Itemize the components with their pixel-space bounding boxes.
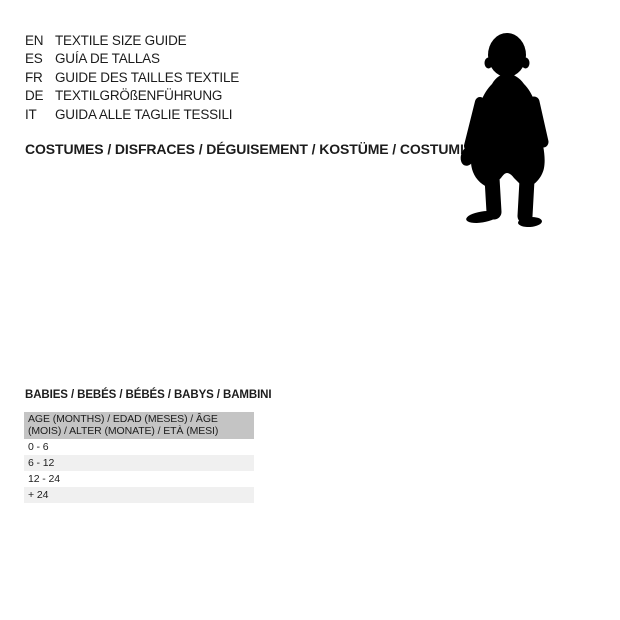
language-label: GUÍA DE TALLAS bbox=[55, 51, 160, 67]
language-label: GUIDE DES TAILLES TEXTILE bbox=[55, 69, 240, 85]
language-row-en bbox=[25, 31, 239, 50]
language-row-es bbox=[25, 50, 239, 69]
toddler-silhouette-icon bbox=[455, 26, 559, 228]
age-row: 12 - 24 bbox=[28, 472, 60, 485]
language-code: IT bbox=[25, 106, 37, 122]
category-line: COSTUMES / DISFRACES / DÉGUISEMENT / KOSTÜME / COSTUMI bbox=[25, 141, 464, 157]
language-label: GUIDA ALLE TAGLIE TESSILI bbox=[55, 106, 233, 122]
language-label: TEXTILGRÖßENFÜHRUNG bbox=[55, 88, 223, 104]
language-row-de bbox=[25, 87, 239, 106]
age-row: 0 - 6 bbox=[28, 440, 49, 453]
babies-section-title: BABIES / BEBÉS / BÉBÉS / BABYS / BAMBINI bbox=[25, 389, 272, 401]
language-label: TEXTILE SIZE GUIDE bbox=[55, 32, 187, 48]
language-code: ES bbox=[25, 51, 43, 67]
language-row-it bbox=[25, 105, 239, 124]
language-row-fr bbox=[25, 68, 239, 87]
language-code: EN bbox=[25, 32, 44, 48]
age-row: + 24 bbox=[24, 487, 254, 503]
language-code: DE bbox=[25, 88, 44, 104]
age-row: 6 - 12 bbox=[24, 455, 254, 471]
language-code: FR bbox=[25, 69, 43, 85]
language-list bbox=[25, 31, 239, 124]
age-table bbox=[24, 412, 254, 503]
age-table-header: AGE (MONTHS) / EDAD (MESES) / ÂGE (MOIS) / ALTER (MONATE) / ETÀ (MESI) bbox=[24, 412, 254, 439]
